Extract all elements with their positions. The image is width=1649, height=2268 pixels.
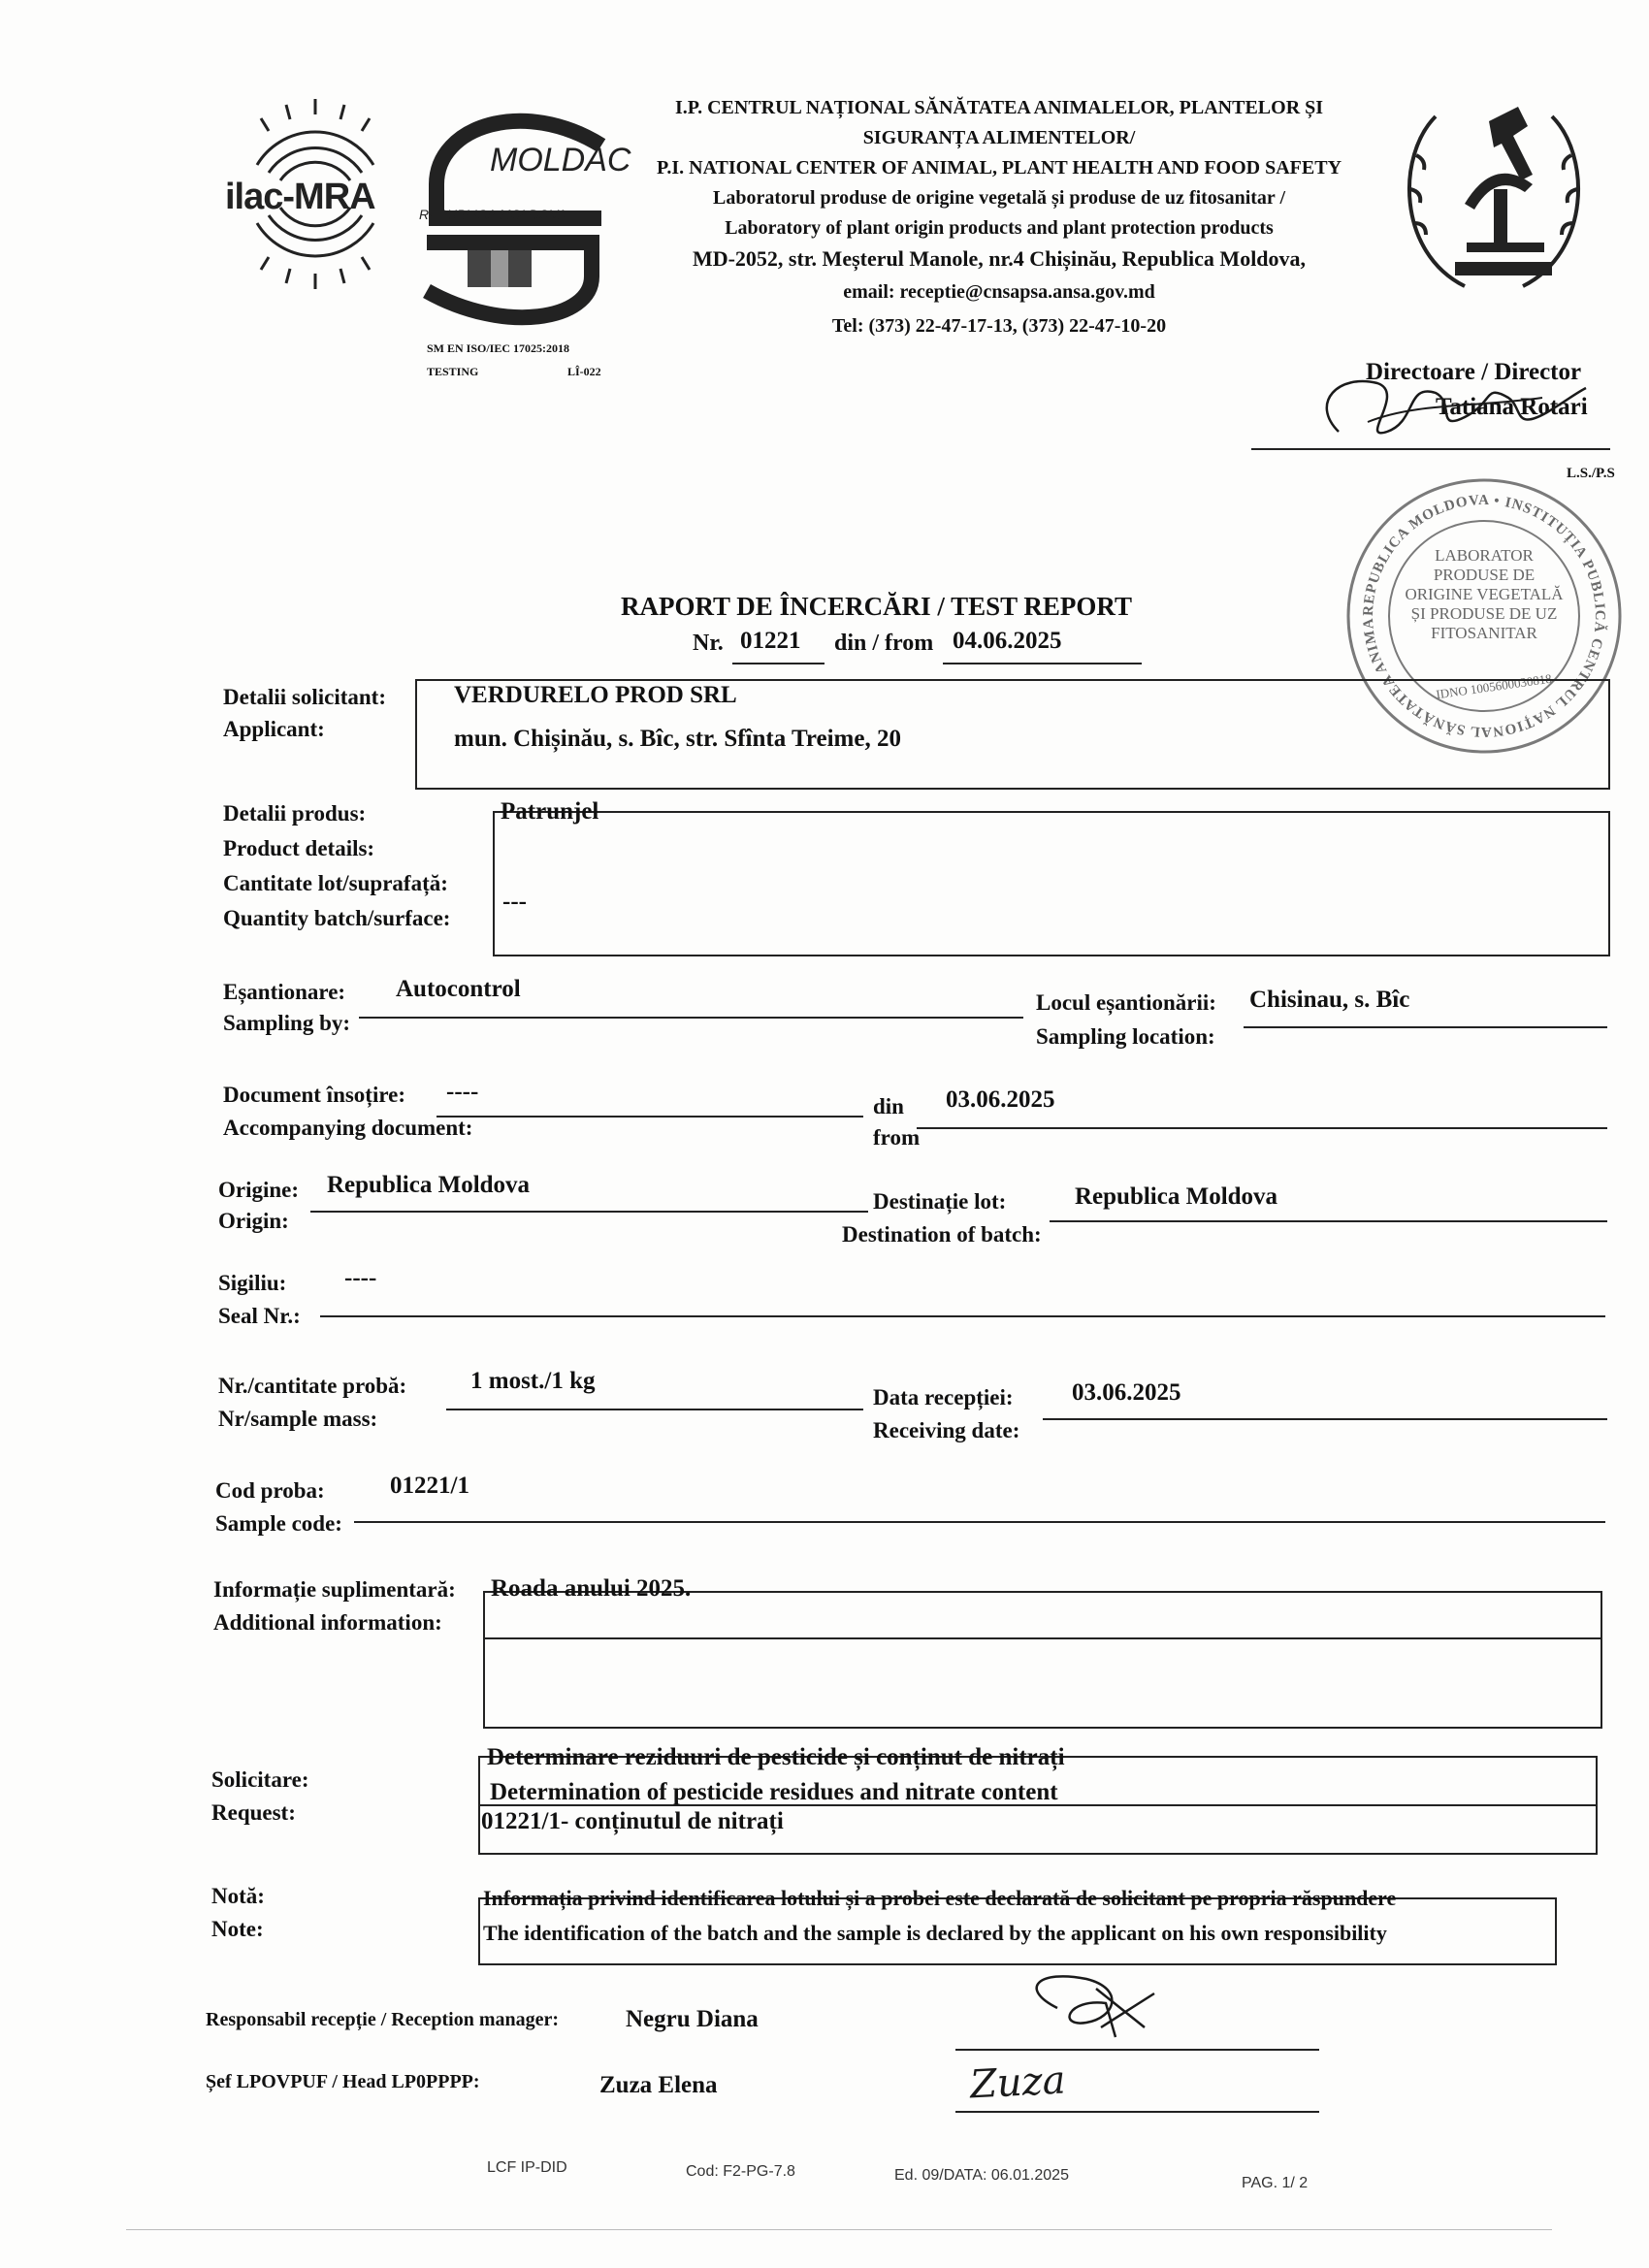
accreditation-code: LÎ-022 [567,365,601,378]
request-label-ro: Solicitare: [211,1767,309,1792]
accreditation-standard: SM EN ISO/IEC 17025:2018 [427,341,570,355]
info-value: Roada anului 2025. [491,1575,692,1602]
seal-underline [320,1315,1605,1317]
document-date-underline [917,1127,1607,1129]
stamp-idno: IDNO 1005600030818 [1435,670,1553,702]
location-value: Chisinau, s. Bîc [1249,987,1410,1013]
document-label-en: Accompanying document: [223,1116,473,1140]
lab-name-ro: Laboratorul produse de origine vegetală și produse de uz fitosanitar / [712,187,1286,209]
ls-ps-label: L.S./P.S [1567,466,1615,481]
sampling-value: Autocontrol [396,976,521,1002]
report-number-underline [732,663,824,664]
sampling-underline [359,1017,1023,1019]
director-title: Directoare / Director [1366,359,1582,385]
code-underline [354,1521,1605,1523]
head-name: Zuza Elena [599,2072,718,2098]
report-din-label: din / from [834,631,934,656]
product-value: Patrunjel [501,798,599,825]
footer-edition: Ed. 09/DATA: 06.01.2025 [894,2167,1069,2184]
sample-qty-value: 1 most./1 kg [470,1368,596,1394]
request-item: 01221/1- conținutul de nitrați [481,1808,784,1834]
director-name: Tatiana Rotari [1436,394,1588,420]
origin-value: Republica Moldova [327,1172,531,1198]
location-underline [1244,1026,1607,1028]
quantity-value: --- [502,889,527,915]
quantity-label-en: Quantity batch/surface: [223,906,451,930]
sampling-label-en: Sampling by: [223,1011,351,1035]
report-number: 01221 [740,628,801,654]
note-label-ro: Notă: [211,1884,265,1908]
document-din-label: din [873,1094,904,1118]
seal-value: ---- [344,1265,377,1291]
request-en: Determination of pesticide residues and nitrate content [490,1779,1058,1805]
destination-label-en: Destination of batch: [842,1222,1042,1247]
destination-underline [1050,1220,1607,1222]
testing-label: TESTING [427,365,479,378]
seal-label-ro: Sigiliu: [218,1271,287,1295]
institution-header [621,93,1377,341]
origin-underline [310,1211,868,1213]
info-box-divider [483,1637,1600,1639]
reception-manager-label: Responsabil recepție / Reception manager: [206,2009,560,2030]
sample-qty-underline [446,1409,863,1410]
destination-value: Republica Moldova [1075,1183,1278,1210]
sample-qty-label-ro: Nr./cantitate probă: [218,1374,407,1398]
head-signature-line [955,2111,1319,2113]
stamp-center-text: LABORATOR PRODUSE DE ORIGINE VEGETALĂ ȘI PRODUSE DE UZ FITOSANITAR [1405,546,1564,642]
note-label-en: Note: [211,1917,264,1941]
info-box [483,1591,1602,1729]
receipt-label-en: Receiving date: [873,1418,1020,1442]
bottom-edge-line [126,2229,1552,2230]
ilac-logo-text: ilac-MRA [225,177,375,217]
lab-name-en: Laboratory of plant origin products and plant protection products [725,217,1274,239]
code-label-ro: Cod proba: [215,1478,325,1503]
note-ro: Informația privind identificarea lotului și a probei este declarată de solicitant pe propria răspundere [483,1886,1397,1910]
stamp-ring-text: REPUBLICA MOLDOVA • INSTITUȚIA PUBLICĂ CENTRUL NAȚIONAL SĂNĂTATEA ANIMALELOR, PLANTELOR ȘI SIGURANȚA ALIMENTELOR [1336,464,1608,740]
product-box [493,811,1610,956]
footer-code: Cod: F2-PG-7.8 [686,2163,795,2180]
report-date-underline [943,663,1142,664]
footer-page: PAG. 1/ 2 [1242,2175,1309,2191]
receipt-label-ro: Data recepției: [873,1385,1014,1409]
info-label-en: Additional information: [213,1610,442,1635]
applicant-address: mun. Chișinău, s. Bîc, str. Sfînta Treime, 20 [454,726,901,752]
code-value: 01221/1 [390,1473,469,1499]
head-signature: Zuza [968,2057,1067,2108]
document-value: ---- [446,1079,479,1105]
report-nr-label: Nr. [693,631,724,656]
report-date: 04.06.2025 [953,628,1062,654]
sample-qty-label-en: Nr/sample mass: [218,1407,378,1431]
origin-label-en: Origin: [218,1209,289,1233]
seal-label-en: Seal Nr.: [218,1304,301,1328]
location-label-ro: Locul eșantionării: [1036,990,1216,1015]
request-label-en: Request: [211,1800,296,1825]
destination-label-ro: Destinație lot: [873,1189,1007,1214]
quantity-label-ro: Cantitate lot/suprafață: [223,871,448,895]
reception-signature-line [955,2049,1319,2051]
institution-name-ro-2: SIGURANȚA ALIMENTELOR/ [862,127,1136,148]
applicant-label-ro: Detalii solicitant: [223,685,386,709]
moldac-logo-text: MOLDAC [490,142,631,178]
note-en: The identification of the batch and the sample is declared by the applicant on his own responsibility [483,1921,1387,1945]
director-signature [1300,364,1591,451]
info-label-ro: Informație suplimentară: [213,1577,456,1602]
document-from-label: from [873,1125,921,1150]
sampling-label-ro: Eșantionare: [223,980,346,1004]
lab-address: MD-2052, str. Meșterul Manole, nr.4 Chișinău, Republica Moldova, [692,246,1307,271]
applicant-name: VERDURELO PROD SRL [454,682,737,708]
document-date: 03.06.2025 [946,1086,1055,1113]
document-underline [436,1116,863,1118]
product-label-ro: Detalii produs: [223,801,367,826]
institution-name-ro: I.P. CENTRUL NAȚIONAL SĂNĂTATEA ANIMALELOR, PLANTELOR ȘI [674,97,1324,118]
director-signature-line [1251,448,1610,450]
location-label-en: Sampling location: [1036,1024,1215,1049]
request-ro: Determinare reziduuri de pesticide și conținut de nitrați [487,1744,1065,1770]
code-label-en: Sample code: [215,1511,342,1536]
footer-lcf: LCF IP-DID [487,2159,567,2176]
institution-name-en: P.I. NATIONAL CENTER OF ANIMAL, PLANT HEALTH AND FOOD SAFETY [656,157,1342,178]
report-title: RAPORT DE ÎNCERCĂRI / TEST REPORT [621,592,1132,621]
lab-email: email: receptie@cnsapsa.ansa.gov.md [843,281,1155,303]
receipt-date-underline [1043,1418,1607,1420]
reception-manager-signature [999,1969,1193,2047]
receipt-date: 03.06.2025 [1072,1379,1181,1406]
applicant-label-en: Applicant: [223,717,325,741]
moldac-sub-text: REPUBLICA MOLDOVA [419,207,566,222]
reception-manager-name: Negru Diana [626,2006,759,2032]
microscope-emblem-icon [1397,97,1591,320]
document-label-ro: Document însoțire: [223,1083,406,1107]
product-label-en: Product details: [223,836,375,860]
lab-phone: Tel: (373) 22-47-17-13, (373) 22-47-10-20 [831,315,1167,337]
head-label: Șef LPOVPUF / Head LP0PPPP: [206,2071,480,2092]
origin-label-ro: Origine: [218,1178,300,1202]
